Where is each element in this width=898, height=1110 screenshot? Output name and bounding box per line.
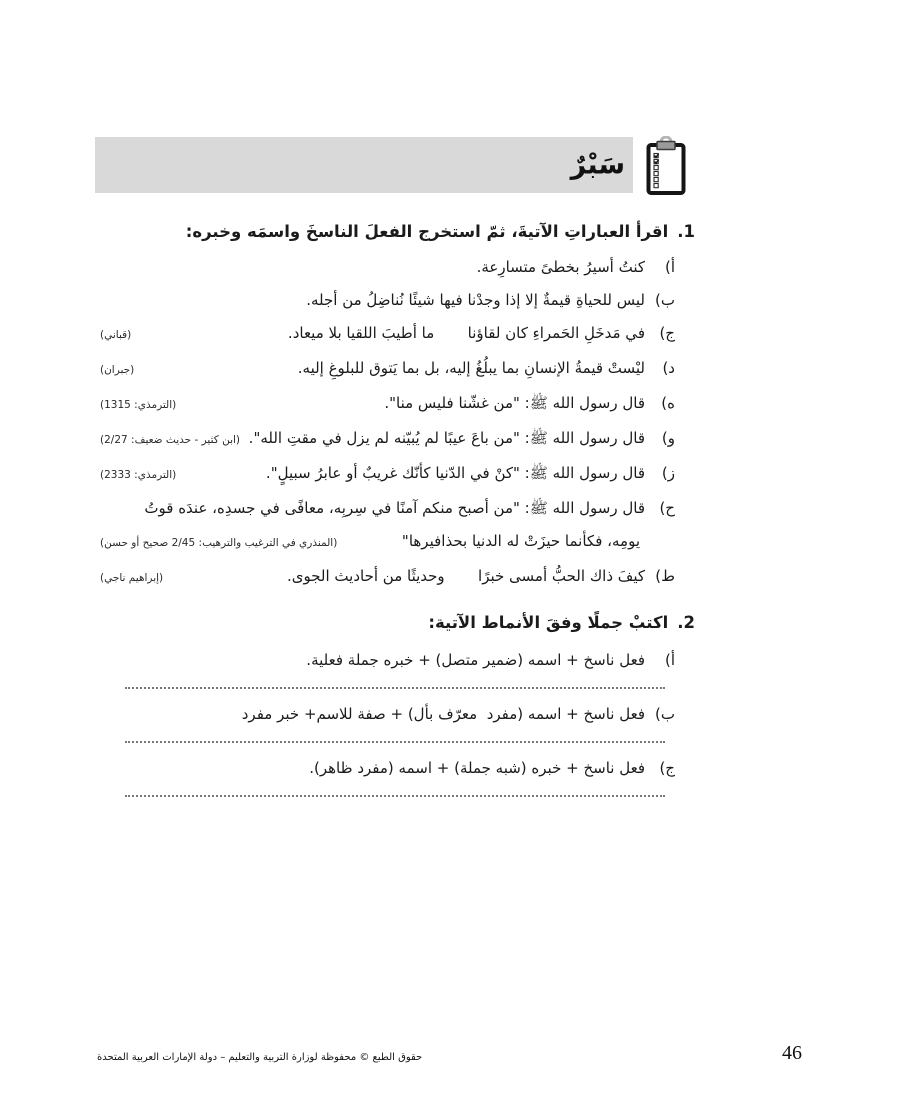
- item-letter: ب): [655, 705, 675, 723]
- item-letter: د): [662, 359, 675, 377]
- item-letter: ط): [655, 567, 675, 585]
- exercise-1-items: [100, 256, 695, 589]
- copyright-notice: حقوق الطبع © محفوظة لوزارة التربية والتعليم – دولة الإمارات العربية المتحدة: [97, 1052, 423, 1063]
- section-title: سَبْرٌ: [570, 149, 625, 181]
- exercise-2: [100, 611, 695, 797]
- item-text: قال رسول الله ﷺ: "كنْ في الدّنيا كأنّك غريبٌ أو عابرُ سبيلٍ".: [265, 464, 645, 482]
- exercise-1-prompt: اقرأ العباراتِ الآتيةَ، ثمّ استخرج الفعلَ الناسخَ واسمَه وخبره:: [185, 222, 669, 241]
- exercise-1-number: 1.: [677, 222, 695, 241]
- item-attribution: (المنذري في الترغيب والترهيب: 2/45 صحيح أو حسن): [100, 537, 338, 549]
- exercise-item: [100, 322, 695, 346]
- item-text: فعل ناسخ + اسمه (مفرد معرّف بأل) + صفة للاسم+ خبر مفرد: [241, 705, 645, 723]
- item-attribution: (إبراهيم ناجي): [100, 572, 164, 584]
- exercise-item: [100, 427, 695, 451]
- exercise-item: [100, 357, 695, 381]
- item-text: فعل ناسخ + خبره (شبه جملة) + اسمه (مفرد ظاهر).: [309, 759, 645, 777]
- item-text: في مَدخَلِ الحَمراءِ كان لقاؤنا ما أطيبَ اللقيا بلا ميعاد.: [287, 324, 645, 342]
- exercise-item: [100, 256, 695, 278]
- item-text: قال رسول الله ﷺ: "من أصبح منكم آمنًا في سِربِه، معافًى في جسدِه، عندَه قوتُ: [144, 499, 645, 517]
- item-attribution: (الترمذي: 1315): [100, 399, 177, 411]
- item-letter: ه): [661, 394, 675, 412]
- exercise-2-number: 2.: [677, 613, 695, 632]
- item-letter: ز): [661, 464, 675, 482]
- exercise-2-prompt: اكتبْ جملًا وفقَ الأنماط الآتية:: [428, 613, 669, 632]
- exercise-item: [100, 462, 695, 486]
- item-text: كنتُ أسيرُ بخطىً متسارِعة.: [476, 258, 645, 276]
- item-text: قال رسول الله ﷺ: "من غشّنا فليس منا".: [384, 394, 645, 412]
- answer-line: [125, 795, 665, 797]
- exercise-item: [100, 703, 695, 725]
- item-text: ليْستْ قيمةُ الإنسانِ بما يبلُغُ إليه، بل بما يَتوق للبلوغِ إليه.: [297, 359, 645, 377]
- clipboard-checklist-icon: [645, 136, 687, 196]
- answer-line: [125, 687, 665, 689]
- item-letter: ب): [655, 291, 675, 309]
- exercise-item: [100, 392, 695, 416]
- item-attribution: (ابن كثير - حديث ضعيف: 2/27): [100, 434, 241, 446]
- exercise-item: [100, 649, 695, 671]
- item-text: يومِه، فكأنما حيزَتْ له الدنيا بحذافيرها": [401, 532, 640, 550]
- exercise-item: [100, 757, 695, 779]
- exercise-item: [100, 565, 695, 589]
- item-text: قال رسول الله ﷺ: "من باعَ عيبًا لم يُبيّنه لم يزل في مقتِ الله".: [248, 429, 645, 447]
- item-text: كيفَ ذاك الحبُّ أمسى خبرًا وحديثًا من أحاديث الجوى.: [286, 567, 645, 585]
- item-letter: أ): [664, 651, 675, 669]
- header-banner: [95, 137, 633, 193]
- item-letter: ح): [659, 499, 675, 517]
- item-attribution: (قباني): [100, 329, 132, 341]
- item-letter: أ): [664, 258, 675, 276]
- item-text: ليس للحياةِ قيمةٌ إلا إذا وجدْنا فيها شيئًا نُناضِلُ من أجله.: [306, 291, 645, 309]
- item-text: فعل ناسخ + اسمه (ضمير متصل) + خبره جملة فعلية.: [306, 651, 645, 669]
- answer-line: [125, 741, 665, 743]
- item-letter: و): [661, 429, 675, 447]
- item-attribution: (جبران): [100, 364, 135, 376]
- item-letter: ج): [659, 759, 675, 777]
- exercise-item-continuation: [100, 530, 695, 554]
- page-number: 46: [782, 1042, 802, 1064]
- page-content: [100, 220, 695, 797]
- exercise-item: [100, 289, 695, 311]
- exercise-item: [100, 497, 695, 519]
- exercise-2-header: [100, 611, 695, 635]
- item-letter: ج): [659, 324, 675, 342]
- exercise-1-header: [100, 220, 695, 244]
- item-attribution: (الترمذي: 2333): [100, 469, 177, 481]
